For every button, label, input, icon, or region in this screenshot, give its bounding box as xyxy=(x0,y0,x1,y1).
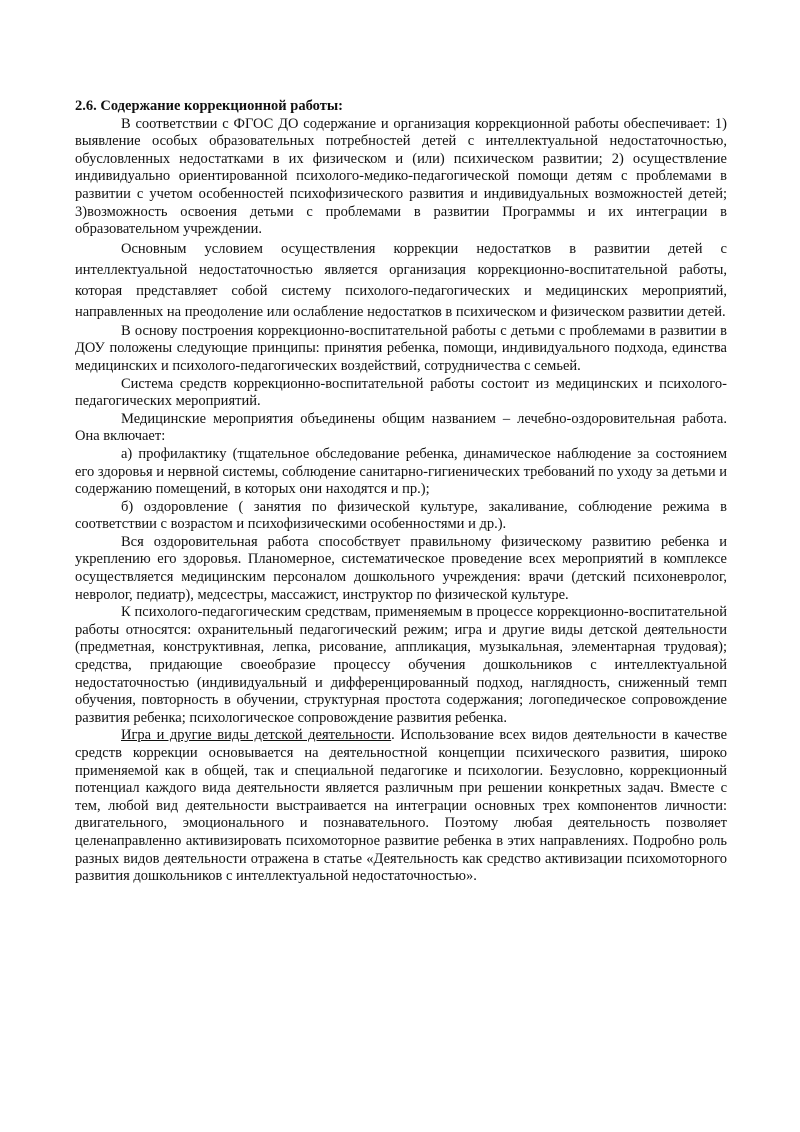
paragraph-play xyxy=(75,727,727,885)
section-heading: 2.6. Содержание коррекционной работы: xyxy=(75,98,343,114)
paragraph-prevention: а) профилактику (тщательное обследование ребенка, динамическое наблюдение за состоянием его здоровья и нервной системы, соблюдение санитарно-гигиенических требований по уходу за детьми и содержанию помещений, в которых они находятся и пр.); xyxy=(75,445,727,498)
paragraph-wellness: Вся оздоровительная работа способствует правильному физическому развитию ребенка и укреплению его здоровья. Планомерное, систематическое проведение всех мероприятий в комплексе осуществляется медицинским персоналом дошкольного учреждения: врачи (детский психоневролог, невролог, педиатр), медсестры, массажист, инструктор по физической культуре. xyxy=(75,533,727,603)
paragraph-fgos: В соответствии с ФГОС ДО содержание и организация коррекционной работы обеспечивает: 1) выявление особых образовательных потребностей детей с интеллектуальной недостаточностью, обусловленных недостатками в их физическом и (или) психическом развитии; 2) осуществление индивидуально ориентированной психолого-медико-педагогической помощи детям с проблемами в развитии с учетом особенностей психофизического развития и индивидуальных возможностей детей; 3)возможность освоения детьми с проблемами в развитии Программы и их интеграции в образовательном учреждении. xyxy=(75,115,727,238)
paragraph-main-condition: Основным условием осуществления коррекции недостатков в развитии детей с интеллектуальной недостаточностью является организация коррекционно-воспитательной работы, которая представляет собой систему психолого-педагогических и медицинских мероприятий, направленных на преодоление или ослабление недостатков в психическом и физическом развитии детей. xyxy=(75,240,727,320)
document-body xyxy=(75,98,727,886)
paragraph-principles: В основу построения коррекционно-воспитательной работы с детьми с проблемами в развитии в ДОУ положены следующие принципы: принятия ребенка, помощи, индивидуального подхода, единства медицинских и психолого-педагогических воздействий, сотрудничества с семьей. xyxy=(75,322,727,374)
paragraph-medical: Медицинские мероприятия объединены общим названием – лечебно-оздоровительная работа. Она включает: xyxy=(75,410,727,445)
paragraph-psych-means: К психолого-педагогическим средствам, применяемым в процессе коррекционно-воспитательной работы относятся: охранительный педагогический режим; игра и другие виды детской деятельности (предметная, конструктивная, лепка, рисование, аппликация, музыкальная, элементарная трудовая); средства, придающие своеобразие процессу обучения дошкольников с интеллектуальной недостаточностью (индивидуальный и дифференцированный подход, наглядность, сниженный темп обучения, повторность в обучении, структурная простота содержания; логопедическое сопровождение развития ребенка; психологическое сопровождение развития ребенка. xyxy=(75,604,727,726)
paragraph-health: б) оздоровление ( занятия по физической культуре, закаливание, соблюдение режима в соответствии с возрастом и психофизическими особенностями и др.). xyxy=(75,498,727,533)
play-lead-text: Игра и другие виды детской деятельности xyxy=(121,727,392,744)
paragraph-system: Система средств коррекционно-воспитательной работы состоит из медицинских и психолого-педагогических мероприятий. xyxy=(75,375,727,410)
play-body-text: . Использование всех видов деятельности в качестве средств коррекции основывается на деятельностной концепции психического развития, широко применяемой как в общей, так и специальной педагогике и психологии. Безусловно, коррекционный потенциал каждого вида деятельности является различным при решении конкретных задач. Вместе с тем, любой вид деятельности выстраивается на интеграции основных трех компонентов личности: двигательного, эмоционального и познавательного. Поэтому любая деятельность позволяет целенаправленно активизировать психомоторное развитие ребенка в этих направлениях. Подробно роль разных видов деятельности отражена в статье «Деятельность как средство активизации психомоторного развития дошкольников с интеллектуальной недостаточностью». xyxy=(75,727,727,885)
